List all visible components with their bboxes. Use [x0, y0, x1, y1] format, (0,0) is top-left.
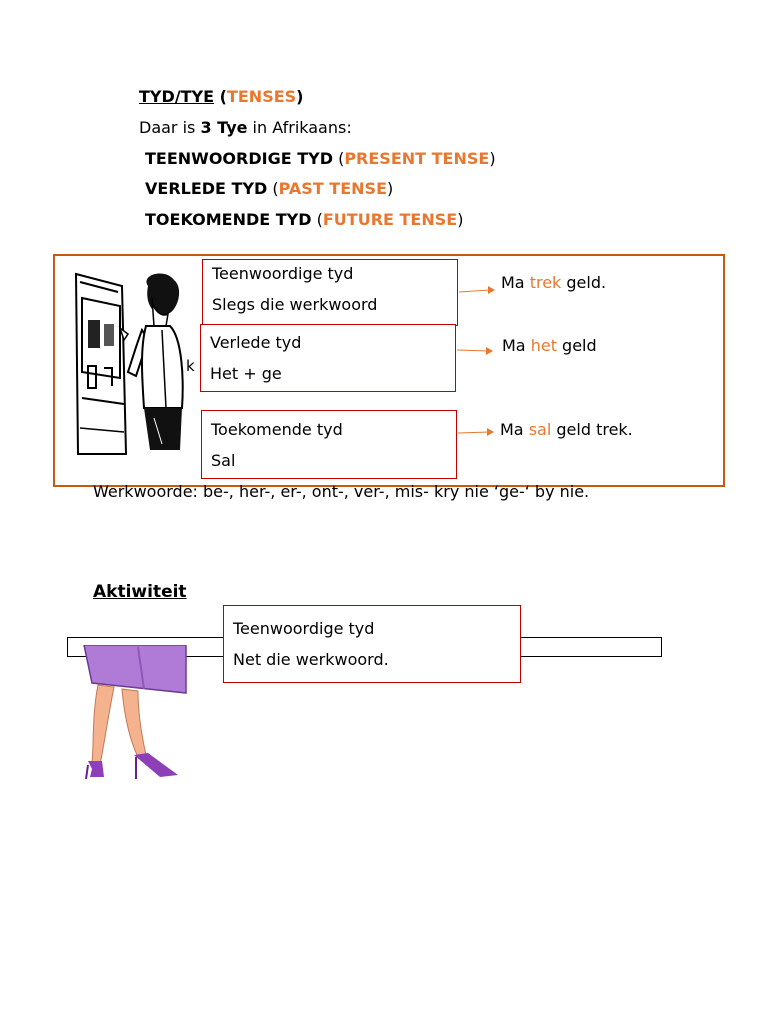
example-highlight: het: [530, 336, 557, 355]
intro-pre: Daar is: [139, 118, 201, 137]
activity-box: [223, 605, 521, 683]
example-future: [500, 420, 633, 439]
intro-bold: 3 Tye: [200, 118, 248, 137]
box-line1: Toekomende tyd: [211, 420, 343, 439]
past-tense-box: [200, 324, 456, 392]
intro-line: [139, 118, 352, 137]
tense-name: TEENWOORDIGE TYD: [145, 149, 333, 168]
tense-future: [145, 210, 463, 229]
stray-letter: k: [186, 357, 195, 375]
example-past: [502, 336, 597, 355]
tense-english: FUTURE TENSE: [322, 210, 458, 229]
title-translation: TENSES: [226, 87, 297, 106]
intro-post: in Afrikaans:: [247, 118, 352, 137]
example-highlight: trek: [529, 273, 562, 292]
box-line2: Het + ge: [210, 364, 282, 383]
box-line2: Slegs die werkwoord: [212, 295, 378, 314]
box-line2: Net die werkwoord.: [233, 650, 389, 669]
verb-prefix-note: Werkwoorde: be-, her-, er-, ont-, ver-, mis- kry nie ‘ge-‘ by nie.: [93, 482, 590, 501]
tense-open: (: [311, 210, 323, 229]
tense-name: VERLEDE TYD: [145, 179, 268, 198]
arrow-right-icon: [458, 283, 498, 297]
title-main: TYD/TYE: [139, 87, 215, 106]
example-post: geld trek.: [551, 420, 633, 439]
present-tense-box: [202, 259, 458, 326]
arrow-right-icon: [457, 426, 497, 440]
tense-present: [145, 149, 496, 168]
tense-close: ): [387, 179, 394, 198]
example-pre: Ma: [500, 420, 529, 439]
tense-open: (: [267, 179, 279, 198]
future-tense-box: [201, 410, 457, 479]
tense-open: (: [332, 149, 345, 168]
box-line1: Teenwoordige tyd: [212, 264, 354, 283]
atm-woman-clipart-icon: [70, 268, 190, 458]
example-pre: Ma: [501, 273, 530, 292]
title-open: (: [214, 87, 227, 106]
arrow-right-icon: [456, 344, 496, 358]
tense-close: ): [489, 149, 496, 168]
activity-heading: Aktiwiteit: [93, 582, 187, 602]
example-pre: Ma: [502, 336, 531, 355]
tense-past: [145, 179, 393, 198]
title-close: ): [296, 87, 304, 106]
box-line2: Sal: [211, 451, 236, 470]
tense-name: TOEKOMENDE TYD: [145, 210, 312, 229]
example-post: geld: [556, 336, 597, 355]
example-post: geld.: [561, 273, 607, 292]
legs-heels-clipart-icon: [78, 645, 198, 780]
box-line1: Teenwoordige tyd: [233, 619, 375, 638]
example-present: [501, 273, 606, 292]
box-line1: Verlede tyd: [210, 333, 302, 352]
tense-english: PAST TENSE: [278, 179, 387, 198]
example-highlight: sal: [528, 420, 552, 439]
page-title: [139, 87, 303, 106]
tense-english: PRESENT TENSE: [344, 149, 490, 168]
tense-close: ): [457, 210, 464, 229]
